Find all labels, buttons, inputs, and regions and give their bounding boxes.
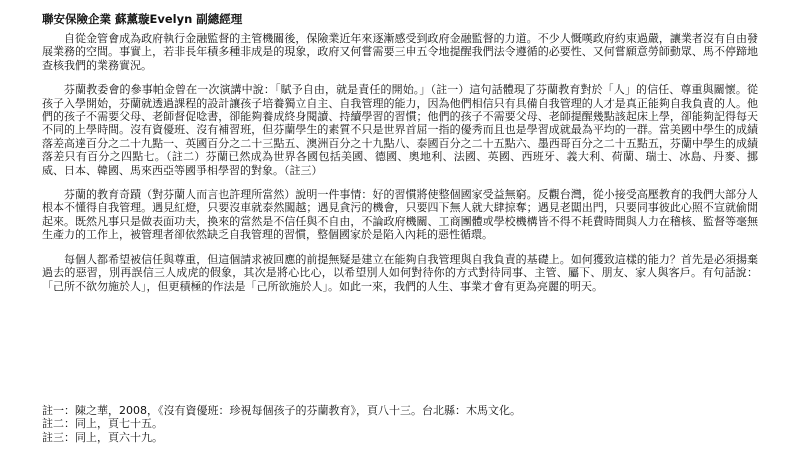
footnote-2: 註二：同上，頁七十五。	[42, 417, 163, 431]
paragraph-4: 每個人都希望被信任與尊重，但這個請求被回應的前提無疑是建立在能夠自我管理與自我負責的基礎上。如何獲致這樣的能力？首先是必須揚棄過去的惡習，別再誤信三人成虎的假象，其次是將心比心，以希望別人如何對待你的方式對待同事、主管、屬下、朋友、家人與客戶。有句話說：「己所不欲勿施於人」，但更積極的作法是「己所欲施於人」。如此一來，我們的人生、事業才會有更為亮麗的明天。	[42, 252, 758, 293]
footnotes	[42, 404, 758, 444]
footnote-1: 註一：陳之華，2008，《沒有資優班：珍視每個孩子的芬蘭教育》，頁八十三。台北縣：木馬文化。	[42, 404, 521, 417]
footnote-3: 註三：同上，頁六十九。	[42, 430, 163, 444]
paragraph-1: 自從金管會成為政府執行金融監督的主管機關後，保險業近年來逐漸感受到政府金融監督的力道。不少人慨嘆政府約束過嚴，讓業者沒有自由發展業務的空間。事實上，若非長年積多種非成是的現象，政府又何嘗需要三申五令地提醒我們法令遵循的必要性、又何嘗願意勞師動眾、馬不停蹄地查核我們的業務實況。	[42, 32, 758, 72]
article	[42, 10, 758, 293]
paragraph-3: 芬蘭的教育奇蹟（對芬蘭人而言也許理所當然）說明一件事情：好的習慣將使整個國家受益無窮。反觀台灣，從小接受高壓教育的我們大部分人根本不懂得自我管理。遇見紅燈，只要沒車就泰然闖越；遇見貪污的機會，只要四下無人就大肆掠奪；遇見老闆出門，只要同事彼此心照不宣就偷閒起來。既然凡事只是做表面功夫，換來的當然是不信任與不自由，不論政府機關、工商團體或學校機構皆不得不耗費時間與人力在稽核、監督等毫無生產力的工作上，被管理者卻依然缺乏自我管理的習慣，整個國家於是陷入內耗的惡性循環。	[42, 188, 758, 242]
article-heading: 聯安保險企業 蘇薰璇Evelyn 副總經理	[42, 12, 243, 26]
paragraph-2: 芬蘭教委會的參事帕金曾在一次演講中說：「賦予自由，就是責任的開始。」（註一）這句話體現了芬蘭教育對於「人」的信任、尊重與關懷。從孩子入學開始，芬蘭就透過課程的設計讓孩子培養獨立自主、自我管理的能力，因為他們相信只有具備自我管理的人才是真正能夠自我負責的人。他們的孩子不需要父母、老師督促唸書，卻能夠養成終身閱讀、持續學習的習慣；他們的孩子不需要父母、老師提醒幾點該起床上學，卻能夠記得每天不同的上學時間。沒有資優班、沒有補習班，但芬蘭學生的素質不只是世界首屈一指的優秀而且也是學習成就最為平均的一群。當美國中學生的成績落差高達百分之二十九點一、英國百分之二十三點五、澳洲百分之十九點八、泰國百分之二十五點六、墨西哥百分之二十五點五，芬蘭中學生的成績落差只有百分之四點七。（註二）芬蘭已然成為世界各國包括美國、德國、奧地利、法國、英國、西班牙、義大利、荷蘭、瑞士、冰島、丹麥、挪威、日本、韓國、馬來西亞等國爭相學習的對象。（註三）	[42, 83, 758, 177]
